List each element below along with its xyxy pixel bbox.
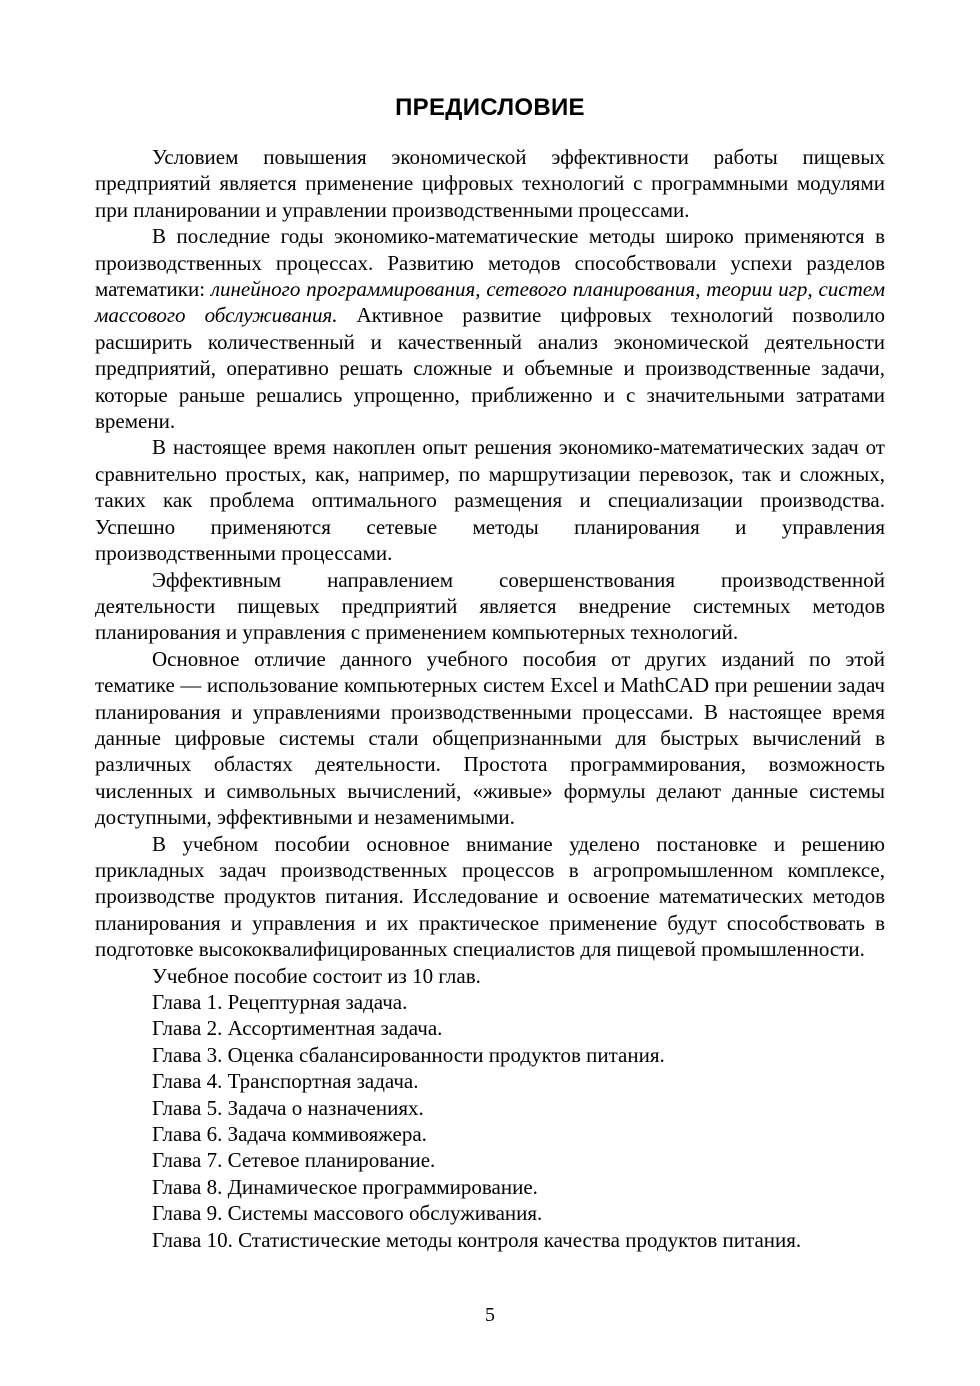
chapter-item: Глава 1. Рецептурная задача. [152, 990, 408, 1014]
chapter-item: Глава 5. Задача о назначениях. [152, 1095, 424, 1120]
chapters-intro: Учебное пособие состоит из 10 глав. [152, 963, 481, 988]
paragraph-3: В настоящее время накоплен опыт решения экономико-математических задач от сравнительно простых, как, например, по маршрутизации перевозок, так и сложных, таких как проблема оптимального размещения и специализации производства. Успешно применяются сетевые методы планирования и управления производственными процессами. [95, 435, 885, 566]
chapter-item: Глава 2. Ассортиментная задача. [152, 1016, 443, 1041]
chapter-item: Глава 6. Задача коммивояжера. [152, 1122, 427, 1147]
paragraph-2-end: Активное развитие цифровых технологий позволило расширить количественный и качественный анализ экономической деятельности предприятий, оперативно решать сложные и объемные и производственные задачи, которые раньше решались упрощенно, приближенно и с значительными затратами времени. [95, 303, 885, 434]
chapter-item: Глава 3. Оценка сбалансированности продуктов питания. [152, 1042, 665, 1067]
chapter-item: Глава 10. Статистические методы контроля качества продуктов питания. [152, 1227, 802, 1252]
paragraph-6: В учебном пособии основное внимание уделено постановке и решению прикладных задач производственных процессов в агропромышленном комплексе, производстве продуктов питания. Исследование и освоение математических методов планирования и управления и их практическое применение будут способствовать в подготовке высококвалифицированных специалистов для пищевой промышленности. [95, 831, 885, 962]
chapter-item: Глава 9. Системы массового обслуживания. [152, 1201, 543, 1226]
paragraph-2-start: В последние годы экономико-математические методы широко применяются в производственных процессах. Развитию методов способствовали успехи разделов математики: [95, 224, 885, 302]
chapter-item: Глава 7. Сетевое планирование. [152, 1148, 436, 1173]
chapter-item: Глава 8. Динамическое программирование. [152, 1174, 538, 1199]
chapter-list [95, 963, 885, 1253]
paragraph-2 [95, 223, 885, 434]
paragraph-4: Эффективным направлением совершенствования производственной деятельности пищевых предприятий является внедрение системных методов планирования и управления с применением компьютерных технологий. [95, 567, 885, 645]
paragraph-2-italic-methods: линейного программирования, сетевого планирования, теории игр, систем массового обслуживания. [95, 277, 885, 328]
paragraph-5: Основное отличие данного учебного пособия от других изданий по этой тематике — использование компьютерных систем Excel и MathCAD при решении задач планирования и управлениями производственными процессами. В настоящее время данные цифровые системы стали общепризнанными для быстрых вычислений в различных областях деятельности. Простота программирования, возможность численных и символьных вычислений, «живые» формулы делают данные системы доступными, эффективными и незаменимыми. [95, 646, 885, 830]
page-number: 5 [485, 1304, 495, 1326]
document-page [95, 92, 885, 1253]
page-title: ПРЕДИСЛОВИЕ [395, 94, 585, 121]
paragraph-1: Условием повышения экономической эффективности работы пищевых предприятий является применение цифровых технологий с программными модулями при планировании и управлении производственными процессами. [95, 145, 885, 222]
chapter-item: Глава 4. Транспортная задача. [152, 1069, 419, 1094]
